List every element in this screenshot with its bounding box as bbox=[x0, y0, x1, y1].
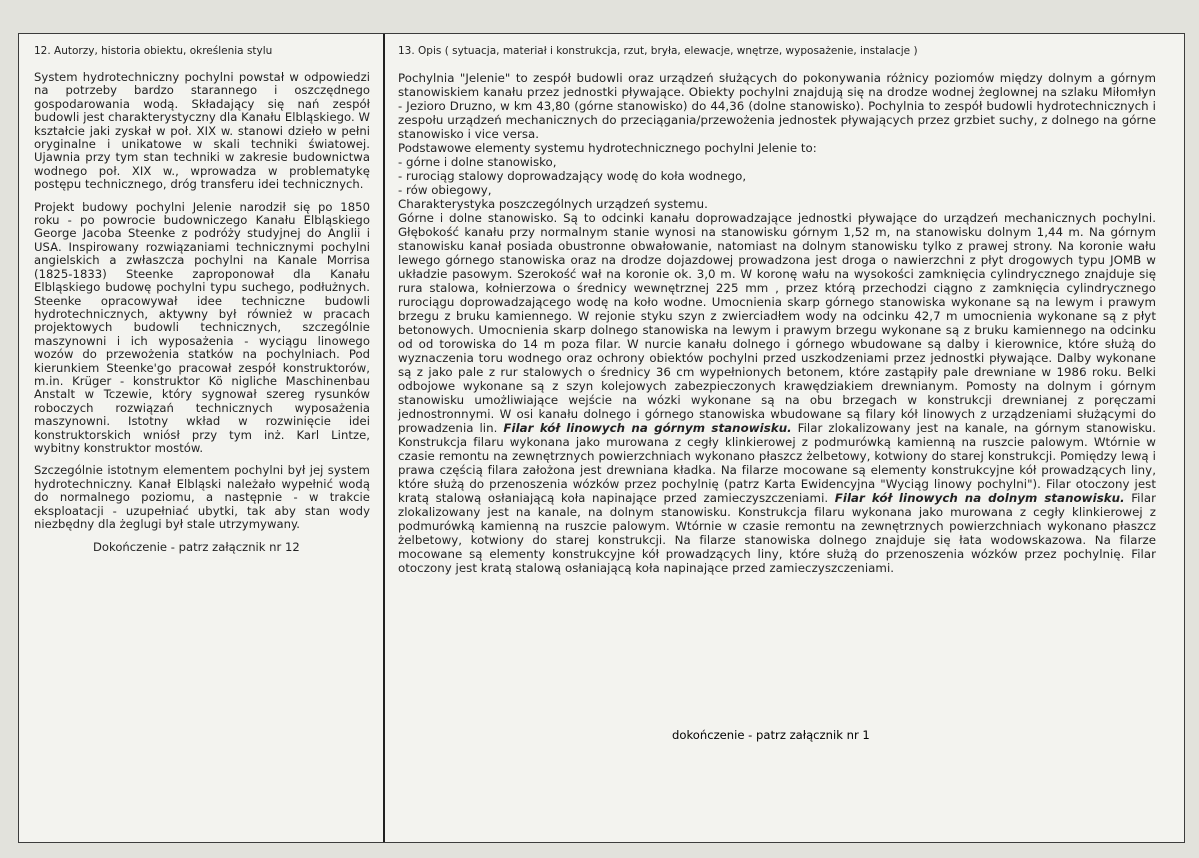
characteristics-body bbox=[398, 211, 1156, 575]
upper-pillar-heading: Filar kół linowych na górnym stanowisku. bbox=[503, 421, 792, 435]
characteristics-title: Charakterystyka poszczególnych urządzeń systemu. bbox=[398, 197, 708, 211]
elements-list-item: - górne i dolne stanowisko, bbox=[398, 155, 557, 169]
lower-pillar-heading: Filar kół linowych na dolnym stanowisku. bbox=[834, 491, 1125, 505]
description-section-heading: 13. Opis ( sytuacja, materiał i konstrukcja, rzut, bryła, elewacje, wnętrze, wyposażenie, instalacje ) bbox=[398, 45, 918, 57]
elements-list-item: - rurociąg stalowy doprowadzający wodę do koła wodnego, bbox=[398, 169, 747, 183]
history-column bbox=[34, 44, 370, 554]
history-continuation-note: Dokończenie - patrz załącznik nr 12 bbox=[93, 540, 300, 555]
history-paragraph-3: Szczególnie istotnym elementem pochylni był jej system hydrotechniczny. Kanał Elbląski należało wypełnić wodą do normalnego poziomu, a następnie - w trakcie eksploatacji - uzupełniać ubytki, tak aby stan wody niezbędny dla żeglugi był stale utrzymywany. bbox=[34, 463, 370, 531]
history-paragraph-1: System hydrotechniczny pochylni powstał w odpowiedzi na potrzeby bardzo starannego i oszczędnego gospodarowania wodą. Składający się nań zespół budowli jest charakterystyczny dla Kanału Elbląskiego. W kształcie jaki zyskał w poł. XIX w. stanowi dzieło w pełni oryginalne i unikatowe w skali techniki światowej. Ujawnia przy tym stan techniki w zakresie budownictwa wodnego poł. XIX w., wprowadza w problematykę postępu technicznego, dróg transferu idei technicznych. bbox=[34, 70, 370, 192]
description-intro: Pochylnia "Jelenie" to zespół budowli oraz urządzeń służących do pokonywania różnicy poziomów między dolnym a górnym stanowiskiem kanału przez jednostki pływające. Obiekty pochylni znajdują się na drodze wodnej żeglownej na szlaku Miłomłyn - Jezioro Druzno, w km 43,80 (górne stanowisko) do 44,36 (dolne stanowisko). Pochylnia to zespół budowli hydrotechnicznych i zespołu urządzeń mechanicznych do przeciągania/przewożenia jednostek pływających przez grzbiet suchy, z dolnego na górne stanowisko i vice versa. bbox=[398, 71, 1156, 141]
history-section-heading: 12. Autorzy, historia obiektu, określenia stylu bbox=[34, 45, 273, 57]
body-part-3: Filar zlokalizowany jest na kanale, na dolnym stanowisku. Konstrukcja filaru wykonana jako murowana z cegły klinkierowej z podmurówką kamienną na ruszcie palowym. Wtórnie w czasie remontu na zewnętrznych powierzchniach wykonano płaszcz żelbetowy, kotwiony do starej konstrukcji. Na filarze stanowiska dolnego znajduje się łata wodowskazowa. Na filarze mocowane są elementy konstrukcyjne kół prowadzących liny, które służą do przenoszenia wózków przez pochylnię. Filar otoczony jest kratą stalową osłaniającą koła napinające przed zamieczyszczeniami. bbox=[398, 491, 1156, 575]
body-part-1: Górne i dolne stanowisko. Są to odcinki kanału doprowadzające jednostki pływające do urządzeń mechanicznych pochylni. Głębokość kanału przy normalnym stanie wynosi na stanowisku górnym 1,52 m, na stanowisku dolnym 1,44 m. Na górnym stanowisku kanał posiada obustronne obwałowanie, natomiast na dolnym stanowisku tylko z prawej strony. Na koronie wału lewego górnego stanowiska oraz na drodze dojazdowej prowadzona jest droga o nawierzchni z płyt drogowych typu JOMB w układzie pasowym. Szerokość wał na koronie ok. 3,0 m. W koronę wału na wysokości zamknięcia cylindrycznego znajduje się rura stalowa, kołnierzowa o średnicy wewnętrznej 225 mm , przez którą przechodzi ciągno z zamknięcia cylindrycznego rurociągu doprowadzającego wodę na koło wodne. Umocnienia skarp górnego stanowiska wykonane są na lewym i prawym brzegu z bruku kamiennego. W rejonie styku szyn z zwierciadłem wody na odcinku 42,7 m umocnienia wykonane są z płyt betonowych. Umocnienia skarp dolnego stanowiska na lewym i prawym brzegu wykonane są z bruku kamiennego na odcinku od od torowiska do 14 m poza filar. W nurcie kanału dolnego i górnego wbudowane są dalby i kierownice, które służą do wyznaczenia toru wodnego oraz ochrony obiektów pochylni przed uszkodzeniami przez jednostki pływające. Dalby wykonane są z jako pale z rur stalowych o średnicy 36 cm wypełnionych betonem, które zastąpiły pale drewniane w 1986 roku. Belki odbojowe wykonane są z szyn kolejowych zabezpieczonych krawędziakiem drewnianym. Pomosty na dolnym i górnym stanowisku umożliwiające wejście na wózki wykonane są na obu brzegach w konstrukcji drewnianej z poręczami jednostronnymi. W osi kanału dolnego i górnego stanowiska wbudowane są filary kół linowych z urządzeniami służącymi do prowadzenia lin. bbox=[398, 211, 1156, 435]
description-column bbox=[398, 44, 1156, 575]
description-continuation-note: dokończenie - patrz załącznik nr 1 bbox=[672, 728, 870, 742]
record-card-sheet bbox=[18, 33, 1185, 843]
column-divider bbox=[383, 34, 385, 842]
body-part-2: Filar zlokalizowany jest na kanale, na górnym stanowisku. Konstrukcja filaru wykonana jako murowana z cegły klinkierowej z podmurówką kamienną na ruszcie palowym. Wtórnie w czasie remontu na zewnętrznych powierzchniach wykonano płaszcz żelbetowy, kotwiony do starej konstrukcji. Pomiędzy lewą i prawa częścią filara założona jest drewniana kładka. Na filarze mocowane są elementy konstrukcyjne kół prowadzących liny, które służą do przenoszenia wózków przez pochylnię (patrz Karta Ewidencyjna "Wyciąg linowy pochylni"). Filar otoczony jest kratą stalową osłaniającą koła napinające przed zamieczyszczeniami. bbox=[398, 421, 1156, 505]
elements-list-item: - rów obiegowy, bbox=[398, 183, 492, 197]
elements-list-title: Podstawowe elementy systemu hydrotechnicznego pochylni Jelenie to: bbox=[398, 141, 817, 155]
history-paragraph-2: Projekt budowy pochylni Jelenie narodził się po 1850 roku - po powrocie budowniczego Kanału Elbląskiego George Jacoba Steenke z podróży studyjnej do Anglii i USA. Inspirowany rozwiązaniami technicznymi pochylni angielskich a zwłaszcza pochylni na Kanale Morrisa (1825-1833) Steenke zaproponował dla Kanału Elbląskiego budowę pochylni typu suchego, podłużnych. Steenke opracowywał idee techniczne budowli hydrotechnicznych, aktywny był również w pracach projektowych budowli technicznych, szczególnie maszynowni i ich wyposażenia - wyciągu linowego wozów do przewożenia statków na pochylniach. Pod kierunkiem Steenke'go pracował zespół konstruktorów, m.in. Krüger - konstruktor Kö nigliche Maschinenbau Anstalt w Tczewie, który sygnował szereg rysunków roboczych rozwiązań technicznych wyposażenia maszynowni. Istotny wkład w rozwinięcie idei konstruktorskich wniósł przy tym inż. Karl Lintze, wybitny konstruktor mostów. bbox=[34, 199, 370, 455]
